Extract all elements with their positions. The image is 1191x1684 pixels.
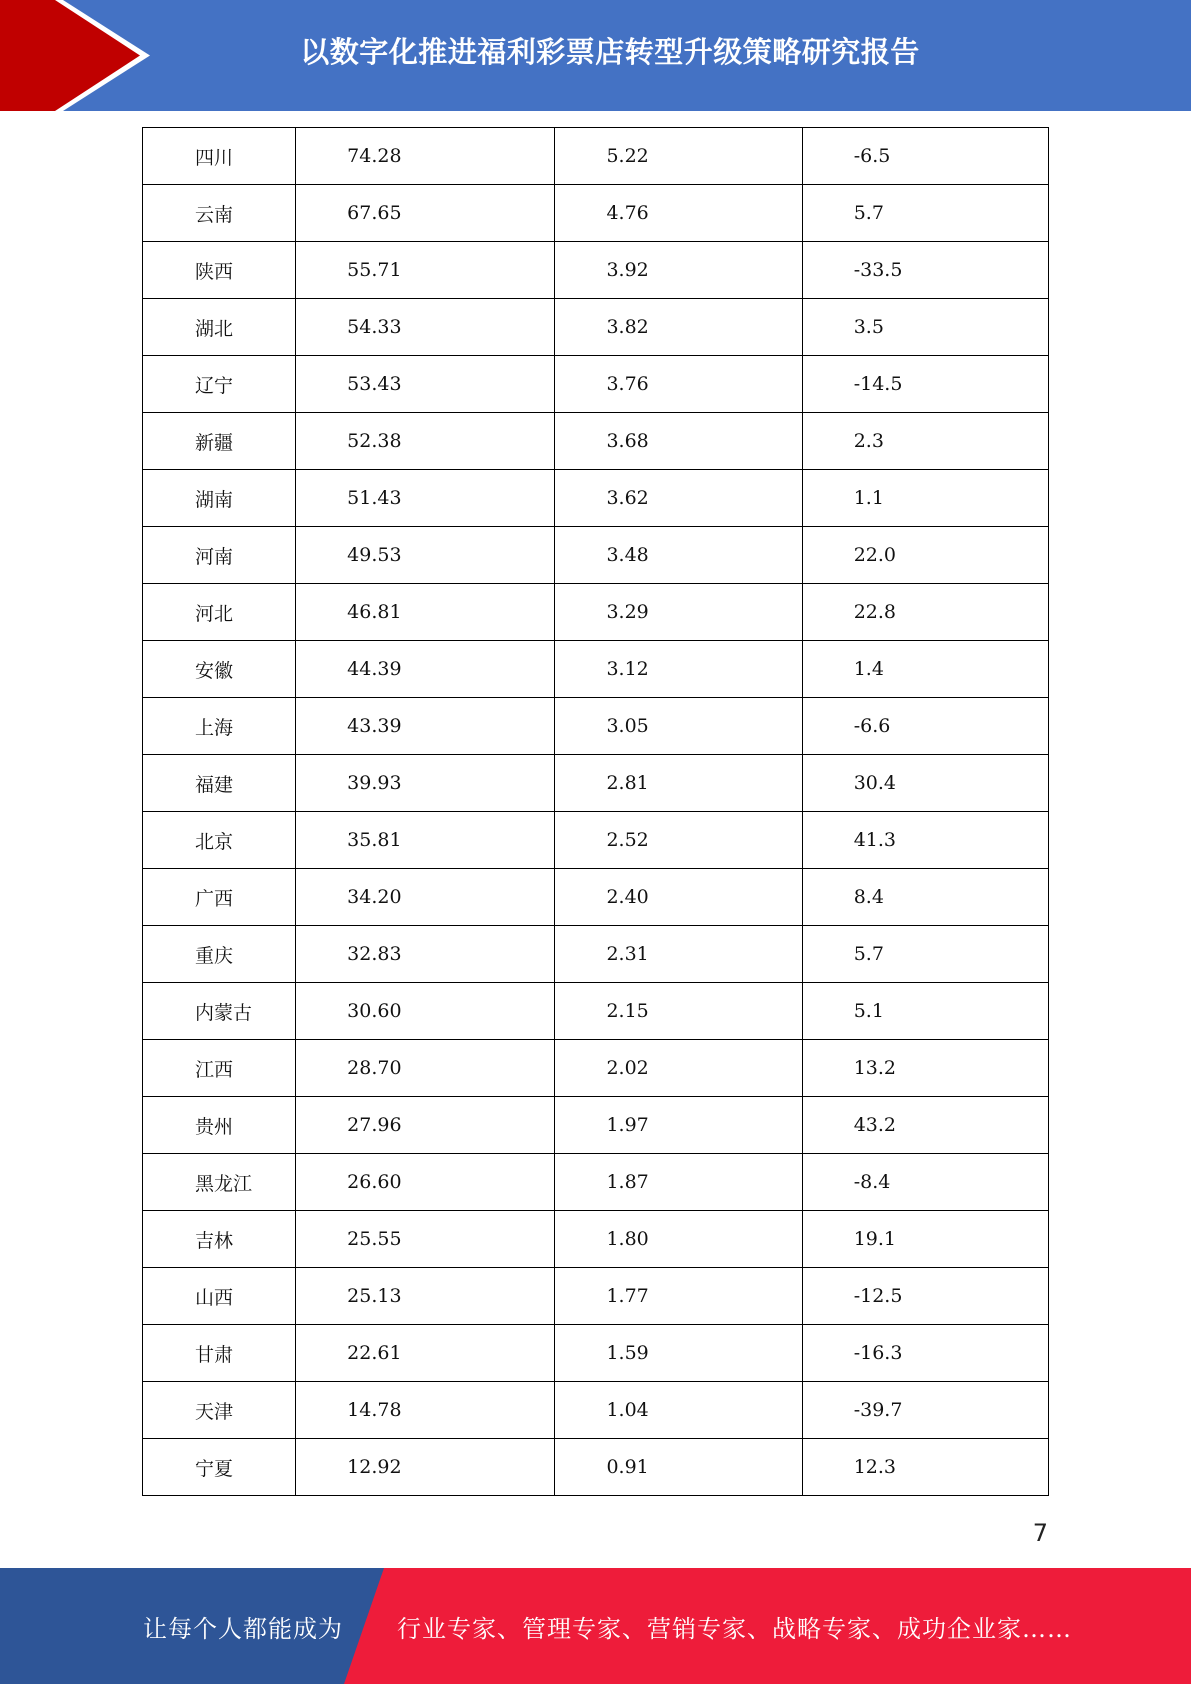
cell-value-2-text: 1.97	[606, 1114, 649, 1136]
cell-region-text: 贵州	[195, 1115, 234, 1138]
cell-region	[143, 755, 296, 812]
cell-value-1-text: 14.78	[347, 1399, 402, 1421]
table-row	[143, 1040, 1049, 1097]
cell-region-text: 陕西	[195, 260, 234, 283]
cell-value-1	[296, 1040, 555, 1097]
cell-value-2	[555, 1040, 802, 1097]
cell-value-1	[296, 812, 555, 869]
cell-value-3-text: 30.4	[853, 772, 897, 794]
cell-region-text: 辽宁	[195, 374, 234, 397]
cell-value-1	[296, 641, 555, 698]
table-row	[143, 869, 1049, 926]
cell-region-text: 四川	[195, 146, 234, 169]
cell-value-2	[555, 755, 802, 812]
cell-value-3	[802, 1154, 1048, 1211]
cell-region-text: 重庆	[195, 944, 234, 967]
cell-region	[143, 1439, 296, 1496]
cell-value-2-text: 3.05	[606, 715, 649, 737]
cell-value-3	[802, 1211, 1048, 1268]
cell-value-3-text: 5.7	[853, 202, 884, 224]
cell-region	[143, 869, 296, 926]
cell-value-3	[802, 641, 1048, 698]
cell-region-text: 山西	[195, 1286, 234, 1309]
cell-value-2-text: 2.02	[606, 1057, 649, 1079]
table-row	[143, 1154, 1049, 1211]
cell-value-3	[802, 185, 1048, 242]
table-row	[143, 185, 1049, 242]
cell-value-1-text: 28.70	[347, 1057, 402, 1079]
cell-value-1	[296, 1154, 555, 1211]
cell-region-text: 宁夏	[195, 1457, 234, 1480]
table-row	[143, 698, 1049, 755]
cell-value-1-text: 22.61	[347, 1342, 402, 1364]
cell-value-1	[296, 1439, 555, 1496]
cell-value-3	[802, 1040, 1048, 1097]
cell-region	[143, 584, 296, 641]
cell-value-2-text: 3.68	[606, 430, 649, 452]
cell-value-3	[802, 1439, 1048, 1496]
cell-value-2	[555, 584, 802, 641]
cell-region	[143, 641, 296, 698]
cell-region	[143, 926, 296, 983]
cell-value-3-text: 13.2	[853, 1057, 897, 1079]
cell-value-2	[555, 299, 802, 356]
cell-value-1	[296, 1382, 555, 1439]
cell-value-1-text: 32.83	[347, 943, 402, 965]
cell-value-2-text: 1.59	[606, 1342, 649, 1364]
cell-region-text: 吉林	[195, 1229, 234, 1252]
cell-region	[143, 185, 296, 242]
data-table-container	[142, 127, 1049, 1496]
cell-value-1-text: 25.13	[347, 1285, 402, 1307]
cell-region	[143, 1211, 296, 1268]
cell-value-3-text: 41.3	[853, 829, 897, 851]
page-number: 7	[1032, 1519, 1048, 1547]
cell-value-1-text: 27.96	[347, 1114, 402, 1136]
footer-slogan-left: 让每个人都能成为	[143, 1614, 343, 1643]
cell-value-1-text: 26.60	[347, 1171, 402, 1193]
cell-value-1-text: 12.92	[347, 1456, 402, 1478]
table-row	[143, 1439, 1049, 1496]
cell-value-1	[296, 242, 555, 299]
table-row	[143, 1325, 1049, 1382]
cell-region-text: 天津	[195, 1400, 234, 1423]
cell-value-1	[296, 356, 555, 413]
cell-value-3	[802, 812, 1048, 869]
cell-value-3-text: 1.1	[853, 487, 884, 509]
cell-value-2	[555, 926, 802, 983]
cell-value-2	[555, 1439, 802, 1496]
cell-value-2	[555, 1268, 802, 1325]
cell-region	[143, 1325, 296, 1382]
cell-value-2	[555, 527, 802, 584]
cell-value-3	[802, 1097, 1048, 1154]
cell-region	[143, 1382, 296, 1439]
cell-value-1-text: 44.39	[347, 658, 402, 680]
cell-value-2-text: 2.81	[606, 772, 649, 794]
cell-region	[143, 698, 296, 755]
cell-region-text: 湖北	[195, 317, 234, 340]
cell-value-1	[296, 128, 555, 185]
cell-value-1	[296, 1097, 555, 1154]
cell-value-3-text: 22.0	[853, 544, 897, 566]
cell-value-2	[555, 698, 802, 755]
cell-value-3-text: -39.7	[853, 1399, 903, 1421]
cell-value-1	[296, 926, 555, 983]
footer-slogan-right: 行业专家、管理专家、营销专家、战略专家、成功企业家……	[397, 1614, 1072, 1643]
cell-value-2	[555, 1097, 802, 1154]
cell-region	[143, 413, 296, 470]
cell-value-2	[555, 185, 802, 242]
cell-region	[143, 812, 296, 869]
table-row	[143, 527, 1049, 584]
cell-value-1-text: 30.60	[347, 1000, 402, 1022]
cell-value-2-text: 0.91	[606, 1456, 649, 1478]
cell-value-2-text: 4.76	[606, 202, 649, 224]
table-row	[143, 641, 1049, 698]
cell-value-1-text: 25.55	[347, 1228, 402, 1250]
cell-region	[143, 299, 296, 356]
cell-region	[143, 1097, 296, 1154]
table-row	[143, 926, 1049, 983]
cell-value-1-text: 74.28	[347, 145, 402, 167]
cell-value-2	[555, 1325, 802, 1382]
table-row	[143, 1268, 1049, 1325]
cell-value-1	[296, 869, 555, 926]
table-row	[143, 128, 1049, 185]
page-header	[0, 0, 1191, 111]
cell-value-2-text: 3.48	[606, 544, 649, 566]
cell-value-3-text: 2.3	[853, 430, 884, 452]
cell-value-3	[802, 128, 1048, 185]
cell-value-2	[555, 1154, 802, 1211]
cell-value-2-text: 1.04	[606, 1399, 649, 1421]
cell-value-2-text: 1.80	[606, 1228, 649, 1250]
cell-value-2	[555, 128, 802, 185]
cell-value-1	[296, 1325, 555, 1382]
cell-value-3	[802, 1382, 1048, 1439]
cell-region-text: 黑龙江	[195, 1172, 253, 1195]
cell-value-1	[296, 1268, 555, 1325]
cell-value-2	[555, 470, 802, 527]
cell-value-2-text: 3.12	[606, 658, 649, 680]
cell-value-3	[802, 584, 1048, 641]
cell-value-3-text: 43.2	[853, 1114, 897, 1136]
cell-value-3	[802, 527, 1048, 584]
cell-region-text: 云南	[195, 203, 234, 226]
cell-region	[143, 527, 296, 584]
cell-value-1	[296, 527, 555, 584]
cell-value-3-text: -12.5	[853, 1285, 903, 1307]
cell-value-1-text: 51.43	[347, 487, 402, 509]
cell-value-1-text: 35.81	[347, 829, 402, 851]
cell-region	[143, 1154, 296, 1211]
cell-value-1-text: 67.65	[347, 202, 402, 224]
cell-value-2-text: 3.82	[606, 316, 649, 338]
cell-value-1-text: 52.38	[347, 430, 402, 452]
cell-value-3-text: -33.5	[853, 259, 903, 281]
cell-region-text: 广西	[195, 887, 234, 910]
cell-region	[143, 1040, 296, 1097]
cell-value-2	[555, 1211, 802, 1268]
cell-value-3	[802, 413, 1048, 470]
cell-value-1	[296, 470, 555, 527]
cell-value-1-text: 39.93	[347, 772, 402, 794]
cell-value-3-text: -6.6	[853, 715, 891, 737]
cell-region-text: 甘肃	[195, 1343, 234, 1366]
cell-value-3-text: 5.7	[853, 943, 884, 965]
cell-value-1-text: 43.39	[347, 715, 402, 737]
cell-region-text: 福建	[195, 773, 234, 796]
cell-value-2-text: 3.62	[606, 487, 649, 509]
cell-value-2	[555, 812, 802, 869]
cell-value-1	[296, 983, 555, 1040]
table-row	[143, 1211, 1049, 1268]
cell-value-2	[555, 242, 802, 299]
header-arrow-decoration	[0, 0, 160, 111]
cell-value-2-text: 5.22	[606, 145, 649, 167]
cell-value-3-text: -16.3	[853, 1342, 903, 1364]
cell-value-2-text: 2.40	[606, 886, 649, 908]
cell-value-1	[296, 185, 555, 242]
table-body	[143, 128, 1049, 1496]
table-row	[143, 1097, 1049, 1154]
table-row	[143, 983, 1049, 1040]
cell-value-2-text: 3.29	[606, 601, 649, 623]
page-footer	[0, 1568, 1191, 1684]
cell-value-2-text: 2.52	[606, 829, 649, 851]
cell-value-2	[555, 641, 802, 698]
cell-value-2	[555, 356, 802, 413]
cell-value-3	[802, 470, 1048, 527]
table-row	[143, 356, 1049, 413]
cell-region	[143, 242, 296, 299]
cell-value-1-text: 53.43	[347, 373, 402, 395]
cell-value-3	[802, 926, 1048, 983]
cell-value-3	[802, 869, 1048, 926]
cell-region-text: 河北	[195, 602, 234, 625]
cell-region-text: 新疆	[195, 431, 234, 454]
cell-value-3	[802, 1325, 1048, 1382]
province-data-table	[142, 127, 1049, 1496]
cell-value-1-text: 55.71	[347, 259, 402, 281]
cell-value-3-text: -14.5	[853, 373, 903, 395]
cell-value-1	[296, 413, 555, 470]
cell-region-text: 安徽	[195, 659, 234, 682]
table-row	[143, 413, 1049, 470]
cell-value-3-text: 5.1	[853, 1000, 884, 1022]
cell-value-2-text: 3.92	[606, 259, 649, 281]
cell-value-1	[296, 698, 555, 755]
cell-value-3-text: -6.5	[853, 145, 891, 167]
cell-region-text: 湖南	[195, 488, 234, 511]
cell-value-3	[802, 698, 1048, 755]
cell-region	[143, 470, 296, 527]
cell-region-text: 河南	[195, 545, 234, 568]
cell-value-3-text: 12.3	[853, 1456, 897, 1478]
table-row	[143, 470, 1049, 527]
cell-value-2-text: 1.87	[606, 1171, 649, 1193]
cell-value-1-text: 49.53	[347, 544, 402, 566]
cell-value-2	[555, 413, 802, 470]
cell-value-3	[802, 299, 1048, 356]
cell-value-2	[555, 869, 802, 926]
cell-value-1	[296, 584, 555, 641]
cell-region	[143, 356, 296, 413]
cell-value-1-text: 54.33	[347, 316, 402, 338]
table-row	[143, 1382, 1049, 1439]
cell-value-2-text: 2.15	[606, 1000, 649, 1022]
cell-value-1	[296, 755, 555, 812]
cell-value-1	[296, 299, 555, 356]
cell-value-3	[802, 242, 1048, 299]
cell-value-3-text: 19.1	[853, 1228, 897, 1250]
cell-value-1	[296, 1211, 555, 1268]
cell-value-3-text: 1.4	[853, 658, 884, 680]
table-row	[143, 812, 1049, 869]
cell-value-3-text: 22.8	[853, 601, 897, 623]
cell-value-3-text: -8.4	[853, 1171, 891, 1193]
cell-value-3	[802, 1268, 1048, 1325]
cell-region	[143, 1268, 296, 1325]
cell-value-3-text: 8.4	[853, 886, 884, 908]
table-row	[143, 584, 1049, 641]
cell-region	[143, 128, 296, 185]
cell-region-text: 上海	[195, 716, 234, 739]
document-title: 以数字化推进福利彩票店转型升级策略研究报告	[300, 34, 920, 69]
cell-value-2-text: 3.76	[606, 373, 649, 395]
cell-value-3-text: 3.5	[853, 316, 884, 338]
cell-value-1-text: 34.20	[347, 886, 402, 908]
cell-value-2-text: 1.77	[606, 1285, 649, 1307]
cell-region	[143, 983, 296, 1040]
cell-value-2	[555, 1382, 802, 1439]
table-row	[143, 299, 1049, 356]
cell-region-text: 北京	[195, 830, 234, 853]
table-row	[143, 755, 1049, 812]
cell-value-1-text: 46.81	[347, 601, 402, 623]
cell-value-2-text: 2.31	[606, 943, 649, 965]
cell-value-3	[802, 983, 1048, 1040]
cell-region-text: 江西	[195, 1058, 234, 1081]
table-row	[143, 242, 1049, 299]
cell-value-2	[555, 983, 802, 1040]
cell-value-3	[802, 356, 1048, 413]
cell-region-text: 内蒙古	[195, 1001, 253, 1024]
cell-value-3	[802, 755, 1048, 812]
